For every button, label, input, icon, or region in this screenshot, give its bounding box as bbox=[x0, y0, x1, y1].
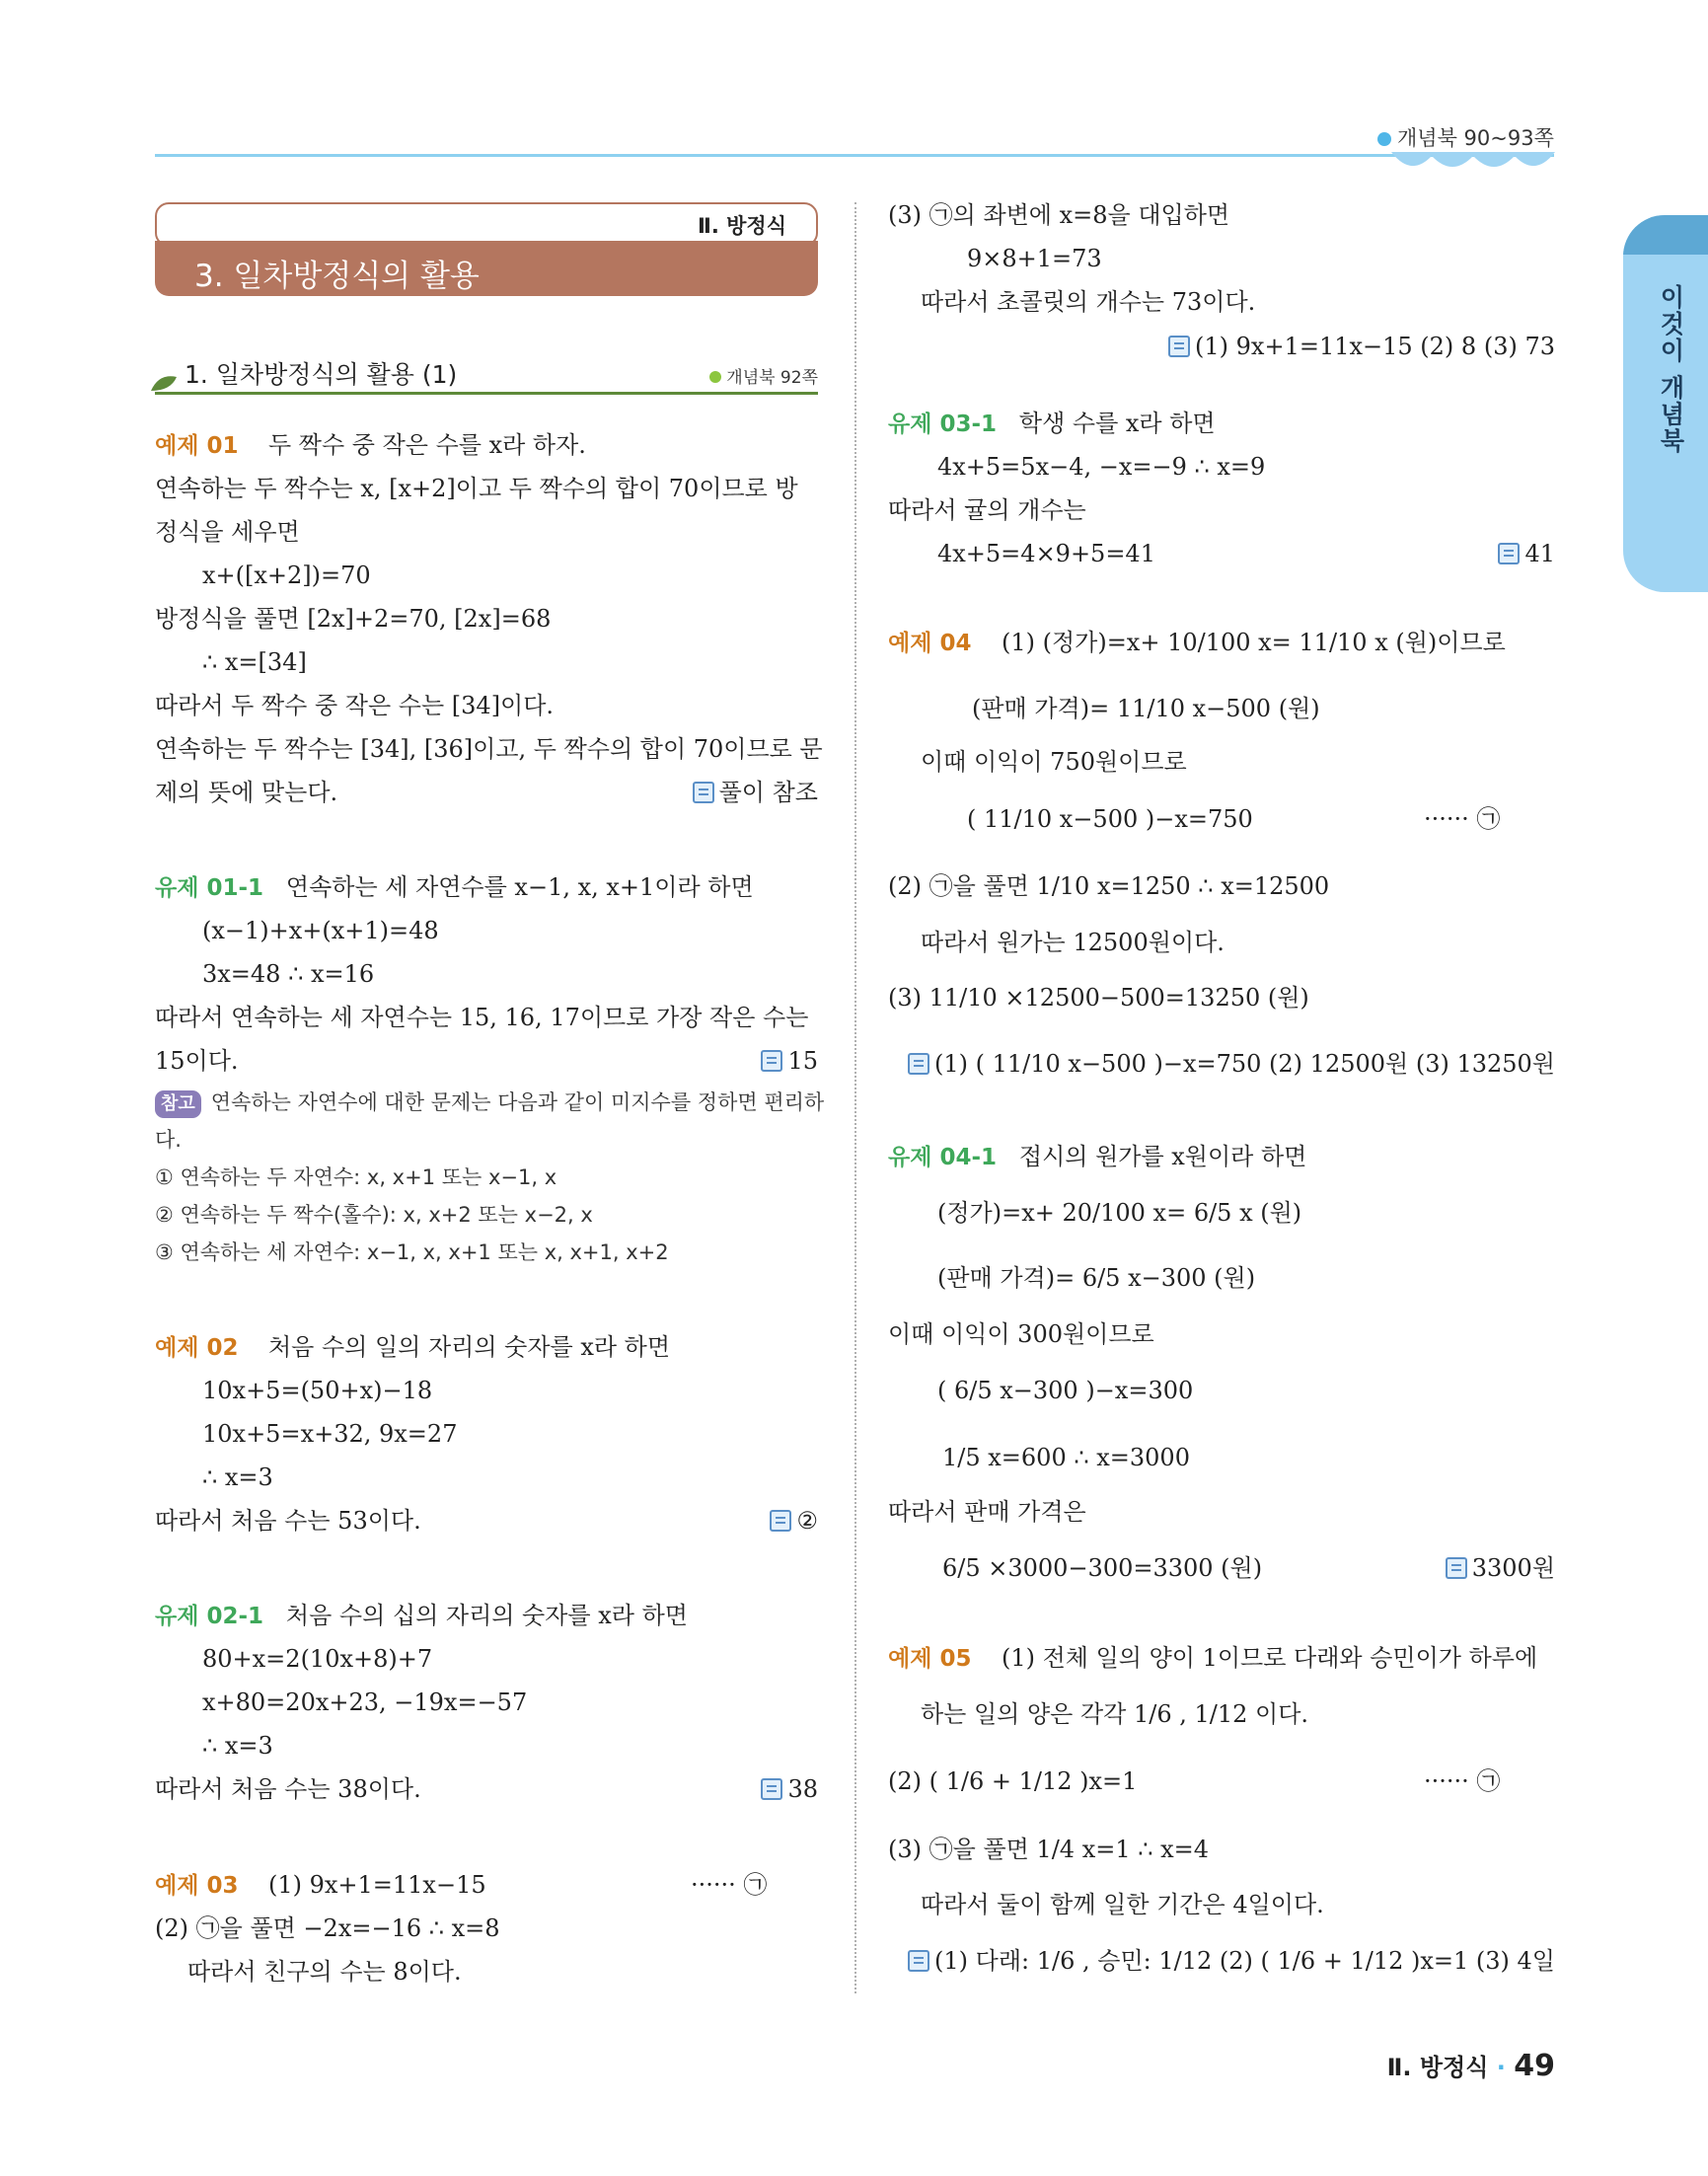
subsection-title: 1. 일차방정식의 활용 (1) bbox=[185, 360, 458, 389]
left-line-31: 따라서 처음 수는 38이다. bbox=[155, 1775, 421, 1803]
problem-label: 예제 03 bbox=[155, 1873, 239, 1899]
answer-icon bbox=[1498, 543, 1520, 564]
leaf-icon bbox=[149, 371, 183, 395]
right-line-16: (3) 11/10 ×12500−500=13250 (원) bbox=[888, 984, 1309, 1012]
answer-line: (1) 9x+1=11x−15 (2) 8 (3) 73 bbox=[1168, 332, 1555, 361]
right-line-21: 이때 이익이 300원이므로 bbox=[888, 1320, 1154, 1348]
equation-marker: ······ ㉠ bbox=[1424, 1767, 1501, 1795]
note-line: ③ 연속하는 세 자연수: x−1, x, x+1 또는 x, x+1, x+2 bbox=[155, 1240, 669, 1264]
right-line-29: (2) ( 1/6 + 1/12 )x=1 bbox=[888, 1767, 1138, 1795]
right-line-12: ( 11/10 x−500 )−x=750 bbox=[967, 805, 1253, 833]
note-badge: 참고 bbox=[155, 1090, 201, 1118]
bullet-dot-icon bbox=[709, 371, 721, 383]
left-line-3: x+([x+2])=70 bbox=[202, 562, 371, 589]
left-line-24: ∴ x=3 bbox=[202, 1463, 273, 1491]
problem-label: 유제 01-1 bbox=[155, 875, 263, 901]
left-line-35: (2) ㉠을 풀면 −2x=−16 ∴ x=8 bbox=[155, 1914, 500, 1942]
equation-marker: ······ ㉠ bbox=[691, 1871, 768, 1899]
left-line-28: 80+x=2(10x+8)+7 bbox=[202, 1645, 433, 1673]
answer-icon bbox=[693, 782, 714, 803]
problem-label: 예제 02 bbox=[155, 1335, 239, 1361]
left-line-25: 따라서 처음 수는 53이다. bbox=[155, 1507, 421, 1535]
left-line-1: 연속하는 두 짝수는 x, [x+2]이고 두 짝수의 합이 70이므로 방 bbox=[155, 475, 798, 502]
left-line-29: x+80=20x+23, −19x=−57 bbox=[202, 1688, 528, 1716]
section-title: 3. 일차방정식의 활용 bbox=[155, 241, 818, 296]
right-line-28: 하는 일의 양은 각각 1/6 , 1/12 이다. bbox=[921, 1700, 1309, 1728]
problem-label: 유제 03-1 bbox=[888, 412, 997, 437]
answer-icon bbox=[908, 1053, 929, 1075]
right-line-4: 유제 03-1 학생 수를 x라 하면 bbox=[888, 410, 1216, 437]
left-line-22: 10x+5=(50+x)−18 bbox=[202, 1377, 433, 1404]
note-line: 참고 연속하는 자연수에 대한 문제는 다음과 같이 미지수를 정하면 편리하 bbox=[155, 1088, 824, 1118]
page-number: 49 bbox=[1514, 2049, 1555, 2083]
answer-icon bbox=[761, 1778, 782, 1800]
left-line-8: 제의 뜻에 맞는다. bbox=[155, 779, 338, 806]
left-line-23: 10x+5=x+32, 9x=27 bbox=[202, 1420, 458, 1448]
right-line-27: 예제 05 (1) 전체 일의 양이 1이므로 다래와 승민이가 하루에 bbox=[888, 1644, 1538, 1672]
page-footer: Ⅱ. 방정식 · 49 bbox=[1386, 2049, 1555, 2083]
right-line-22: ( 6/5 x−300 )−x=300 bbox=[937, 1377, 1194, 1404]
answer-line: 41 bbox=[1498, 539, 1555, 568]
column-divider bbox=[854, 202, 856, 1993]
right-line-2: 따라서 초콜릿의 개수는 73이다. bbox=[921, 288, 1256, 316]
equation-marker: ······ ㉠ bbox=[1424, 805, 1501, 833]
left-line-6: 따라서 두 짝수 중 작은 수는 [34]이다. bbox=[155, 692, 555, 719]
left-line-11: (x−1)+x+(x+1)=48 bbox=[202, 917, 439, 944]
chapter-title: Ⅱ. 방정식 bbox=[698, 214, 786, 238]
right-line-0: (3) ㉠의 좌변에 x=8을 대입하면 bbox=[888, 201, 1230, 229]
right-line-7: 4x+5=4×9+5=41 bbox=[937, 540, 1155, 567]
left-line-12: 3x=48 ∴ x=16 bbox=[202, 960, 375, 988]
subsection-ref: 개념북 92쪽 bbox=[709, 363, 818, 388]
wave-decoration-icon bbox=[1391, 148, 1555, 178]
note-line: ① 연속하는 두 자연수: x, x+1 또는 x−1, x bbox=[155, 1165, 557, 1189]
left-line-0: 예제 01 두 짝수 중 작은 수를 x라 하자. bbox=[155, 431, 586, 459]
answer-icon bbox=[1446, 1557, 1467, 1579]
left-line-2: 정식을 세우면 bbox=[155, 518, 300, 546]
answer-line: 15 bbox=[761, 1046, 818, 1076]
answer-line: 3300원 bbox=[1446, 1553, 1555, 1583]
left-line-4: 방정식을 풀면 [2x]+2=70, [2x]=68 bbox=[155, 605, 552, 633]
problem-label: 유제 02-1 bbox=[155, 1604, 263, 1629]
answer-line: (1) ( 11/10 x−500 )−x=750 (2) 12500원 (3) 13250원 bbox=[908, 1049, 1555, 1079]
left-line-33: 예제 03 (1) 9x+1=11x−15 bbox=[155, 1871, 486, 1899]
header-rule bbox=[155, 154, 1554, 157]
problem-label: 예제 04 bbox=[888, 631, 972, 656]
left-line-7: 연속하는 두 짝수는 [34], [36]이고, 두 짝수의 합이 70이므로 문 bbox=[155, 735, 823, 763]
left-line-27: 유제 02-1 처음 수의 십의 자리의 숫자를 x라 하면 bbox=[155, 1602, 688, 1629]
answer-line: ② bbox=[770, 1506, 818, 1536]
right-line-24: 따라서 판매 가격은 bbox=[888, 1498, 1086, 1526]
concept-book-reference: 개념북 90~93쪽 bbox=[1377, 122, 1554, 152]
answer-icon bbox=[770, 1510, 791, 1532]
left-line-14: 15이다. bbox=[155, 1047, 239, 1075]
problem-label: 유제 04-1 bbox=[888, 1145, 997, 1170]
answer-line: 풀이 참조 bbox=[693, 778, 818, 807]
right-line-9: 예제 04 (1) (정가)=x+ 10/100 x= 11/10 x (원)이므로 bbox=[888, 629, 1506, 656]
right-line-20: (판매 가격)= 6/5 x−300 (원) bbox=[937, 1264, 1256, 1292]
answer-line: (1) 다래: 1/6 , 승민: 1/12 (2) ( 1/6 + 1/12 )x=1 (3) 4일 bbox=[908, 1946, 1555, 1976]
answer-line: 38 bbox=[761, 1774, 818, 1804]
right-line-10: (판매 가격)= 11/10 x−500 (원) bbox=[972, 695, 1320, 722]
right-line-15: 따라서 원가는 12500원이다. bbox=[921, 929, 1225, 956]
left-line-21: 예제 02 처음 수의 일의 자리의 숫자를 x라 하면 bbox=[155, 1333, 671, 1361]
answer-icon bbox=[908, 1950, 929, 1972]
left-line-36: 따라서 친구의 수는 8이다. bbox=[187, 1958, 462, 1986]
left-line-13: 따라서 연속하는 세 자연수는 15, 16, 17이므로 가장 작은 수는 bbox=[155, 1004, 809, 1031]
side-tab: 이것이 개념북 bbox=[1623, 215, 1708, 592]
left-line-5: ∴ x=[34] bbox=[202, 648, 307, 676]
left-line-10: 유제 01-1 연속하는 세 자연수를 x−1, x, x+1이라 하면 bbox=[155, 873, 754, 901]
right-line-32: 따라서 둘이 함께 일한 기간은 4일이다. bbox=[921, 1891, 1324, 1918]
bullet-dot-icon bbox=[1377, 132, 1391, 146]
problem-label: 예제 05 bbox=[888, 1646, 972, 1672]
left-line-30: ∴ x=3 bbox=[202, 1732, 273, 1760]
right-line-5: 4x+5=5x−4, −x=−9 ∴ x=9 bbox=[937, 453, 1266, 481]
answer-icon bbox=[761, 1050, 782, 1072]
right-line-31: (3) ㉠을 풀면 1/4 x=1 ∴ x=4 bbox=[888, 1836, 1210, 1863]
problem-label: 예제 01 bbox=[155, 433, 239, 459]
right-line-11: 이때 이익이 750원이므로 bbox=[921, 748, 1187, 776]
right-line-18: 유제 04-1 접시의 원가를 x원이라 하면 bbox=[888, 1143, 1307, 1170]
right-line-19: (정가)=x+ 20/100 x= 6/5 x (원) bbox=[937, 1199, 1302, 1227]
right-line-14: (2) ㉠을 풀면 1/10 x=1250 ∴ x=12500 bbox=[888, 872, 1330, 900]
note-line: 다. bbox=[155, 1128, 182, 1152]
note-line: ② 연속하는 두 짝수(홀수): x, x+2 또는 x−2, x bbox=[155, 1203, 593, 1227]
right-line-25: 6/5 ×3000−300=3300 (원) bbox=[942, 1554, 1263, 1582]
answer-icon bbox=[1168, 336, 1190, 357]
right-line-23: 1/5 x=600 ∴ x=3000 bbox=[942, 1444, 1190, 1471]
right-line-6: 따라서 귤의 개수는 bbox=[888, 496, 1086, 524]
subsection-header bbox=[155, 353, 818, 395]
footer-chapter: Ⅱ. 방정식 bbox=[1386, 2054, 1489, 2081]
right-line-1: 9×8+1=73 bbox=[967, 245, 1102, 272]
